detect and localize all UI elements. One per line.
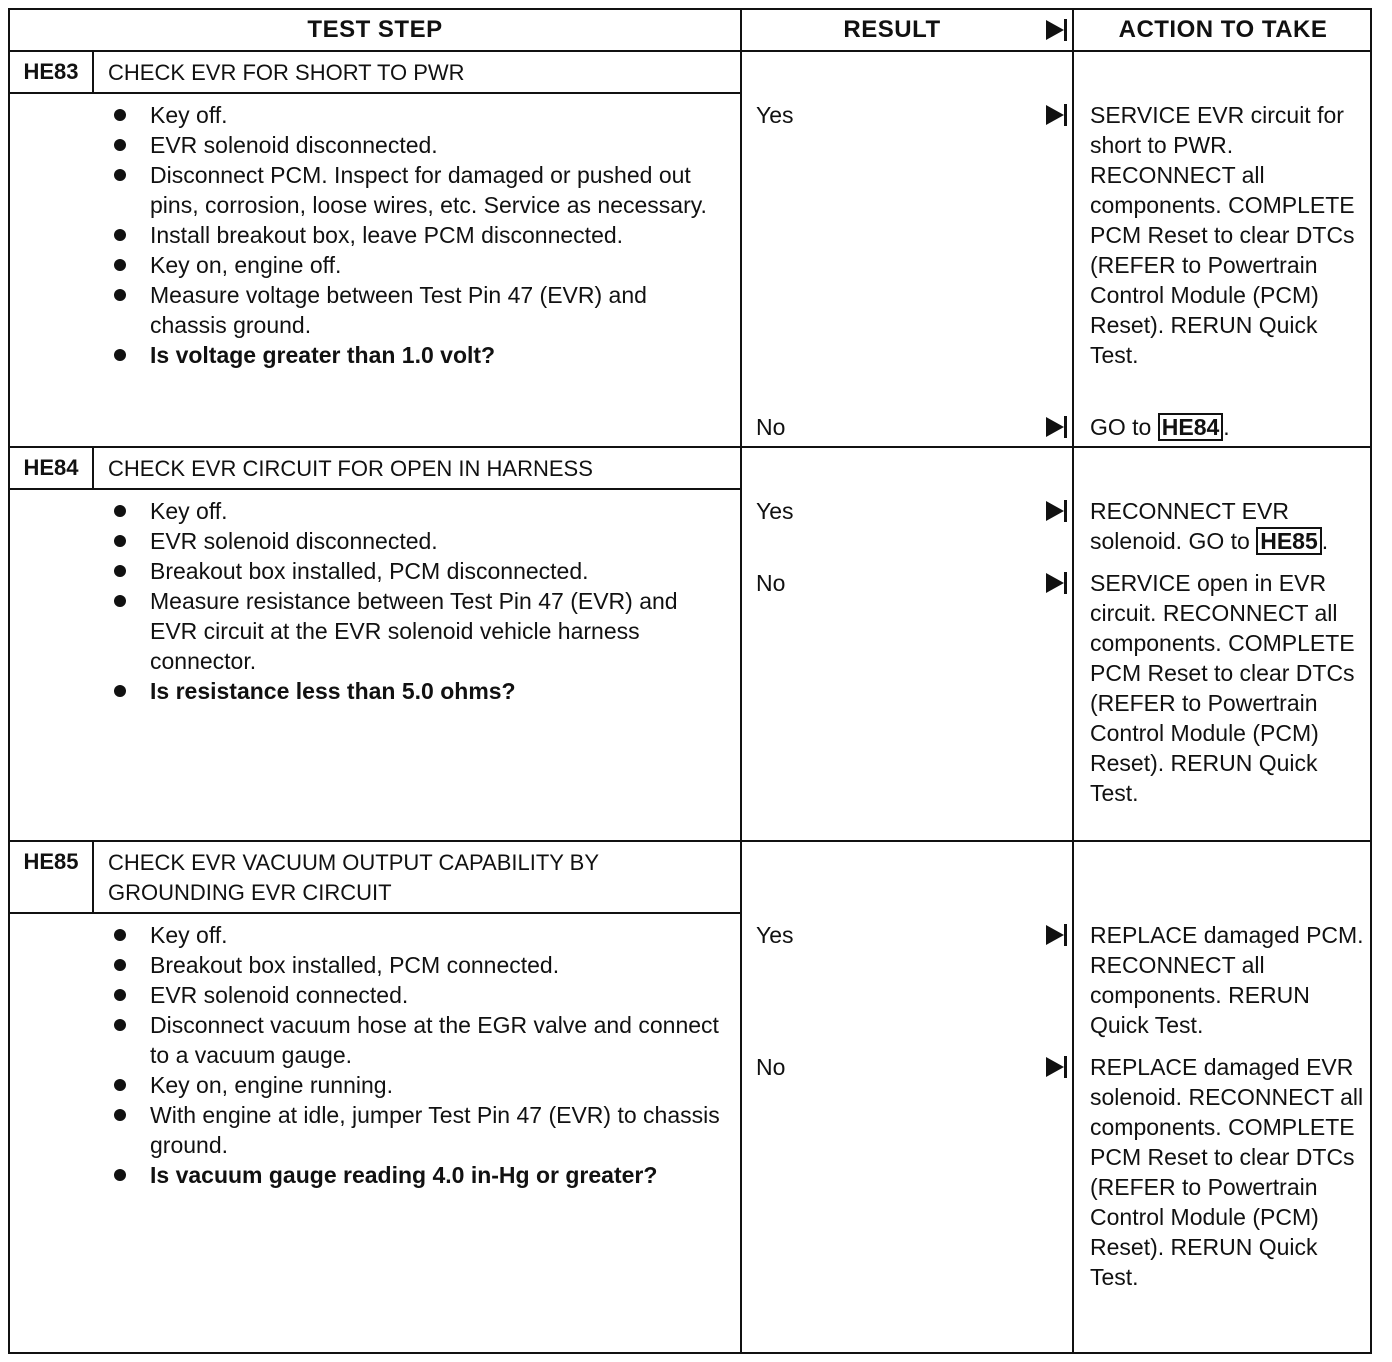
action-suffix: . bbox=[1321, 528, 1329, 554]
checklist-item: Key on, engine off. bbox=[108, 250, 728, 280]
header-result: RESULT bbox=[843, 16, 941, 43]
step-reference-link[interactable]: HE84 bbox=[1158, 413, 1224, 441]
step-id: HE84 bbox=[10, 448, 94, 488]
arrow-icon bbox=[1046, 572, 1070, 594]
checklist-question: Is resistance less than 5.0 ohms? bbox=[108, 676, 728, 706]
action-text: SERVICE EVR circuit for short to PWR. RECONNECT all components. COMPLETE PCM Reset to clear DTCs (REFER to Powertrain Control Module (PCM) Reset). RERUN Quick Test. bbox=[1090, 102, 1355, 368]
action-text bbox=[1090, 412, 1370, 442]
arrow-icon bbox=[1046, 500, 1070, 522]
action-prefix: GO to bbox=[1090, 414, 1152, 440]
checklist-item: Measure resistance between Test Pin 47 (EVR) and EVR circuit at the EVR solenoid vehicle harness connector. bbox=[108, 586, 728, 676]
action-text: SERVICE open in EVR circuit. RECONNECT all components. COMPLETE PCM Reset to clear DTCs (REFER to Powertrain Control Module (PCM) Reset). RERUN Quick Test. bbox=[1090, 570, 1355, 806]
title-underline bbox=[10, 488, 740, 490]
arrow-icon bbox=[1046, 924, 1070, 946]
column-divider-result bbox=[740, 10, 742, 1352]
arrow-icon bbox=[1046, 1056, 1070, 1078]
checklist-item: Breakout box installed, PCM disconnected. bbox=[108, 556, 728, 586]
header-action: ACTION TO TAKE bbox=[1118, 16, 1328, 43]
checklist-item: Install breakout box, leave PCM disconnected. bbox=[108, 220, 728, 250]
checklist-item: Key off. bbox=[108, 920, 728, 950]
step-checklist bbox=[108, 496, 728, 706]
checklist-item: Key on, engine running. bbox=[108, 1070, 728, 1100]
diagnostic-table bbox=[8, 8, 1372, 1354]
checklist-item: EVR solenoid connected. bbox=[108, 980, 728, 1010]
checklist-item: Disconnect PCM. Inspect for damaged or pushed out pins, corrosion, loose wires, etc. Service as necessary. bbox=[108, 160, 728, 220]
checklist-item: Key off. bbox=[108, 100, 728, 130]
checklist-question: Is voltage greater than 1.0 volt? bbox=[108, 340, 728, 370]
arrow-icon bbox=[1046, 104, 1070, 126]
action-prefix: RECONNECT EVR solenoid. GO to bbox=[1090, 498, 1289, 554]
checklist-item: Disconnect vacuum hose at the EGR valve and connect to a vacuum gauge. bbox=[108, 1010, 728, 1070]
checklist-item: Measure voltage between Test Pin 47 (EVR) and chassis ground. bbox=[108, 280, 728, 340]
step-id: HE85 bbox=[10, 842, 94, 912]
action-suffix: . bbox=[1223, 414, 1230, 440]
step-checklist bbox=[108, 920, 728, 1190]
result-no: No bbox=[756, 1054, 786, 1080]
checklist-item: Key off. bbox=[108, 496, 728, 526]
step-title: CHECK EVR FOR SHORT TO PWR bbox=[108, 60, 465, 85]
action-text: REPLACE damaged PCM. RECONNECT all components. RERUN Quick Test. bbox=[1090, 922, 1364, 1038]
step-id: HE83 bbox=[10, 52, 94, 92]
step-title: CHECK EVR CIRCUIT FOR OPEN IN HARNESS bbox=[108, 456, 593, 481]
checklist-item: EVR solenoid disconnected. bbox=[108, 130, 728, 160]
result-yes: Yes bbox=[756, 102, 794, 128]
checklist-item: With engine at idle, jumper Test Pin 47 (EVR) to chassis ground. bbox=[108, 1100, 728, 1160]
checklist-question: Is vacuum gauge reading 4.0 in-Hg or greater? bbox=[108, 1160, 728, 1190]
arrow-icon bbox=[1046, 416, 1070, 438]
result-yes: Yes bbox=[756, 922, 794, 948]
header-arrow-icon bbox=[1046, 19, 1070, 41]
row-divider bbox=[10, 446, 1370, 448]
row-divider bbox=[10, 840, 1370, 842]
column-divider-action bbox=[1072, 10, 1074, 1352]
step-title: CHECK EVR VACUUM OUTPUT CAPABILITY BY GROUNDING EVR CIRCUIT bbox=[108, 850, 599, 905]
checklist-item: Breakout box installed, PCM connected. bbox=[108, 950, 728, 980]
action-text: REPLACE damaged EVR solenoid. RECONNECT all components. COMPLETE PCM Reset to clear DTCs (REFER to Powertrain Control Module (PCM) Reset). RERUN Quick Test. bbox=[1090, 1054, 1364, 1290]
action-text bbox=[1090, 496, 1370, 556]
header-test-step: TEST STEP bbox=[307, 16, 443, 43]
result-no: No bbox=[756, 414, 786, 440]
step-checklist bbox=[108, 100, 728, 370]
title-underline bbox=[10, 92, 740, 94]
result-no: No bbox=[756, 570, 786, 596]
header-divider bbox=[10, 50, 1370, 52]
step-reference-link[interactable]: HE85 bbox=[1256, 527, 1322, 555]
checklist-item: EVR solenoid disconnected. bbox=[108, 526, 728, 556]
result-yes: Yes bbox=[756, 498, 794, 524]
title-underline bbox=[10, 912, 740, 914]
